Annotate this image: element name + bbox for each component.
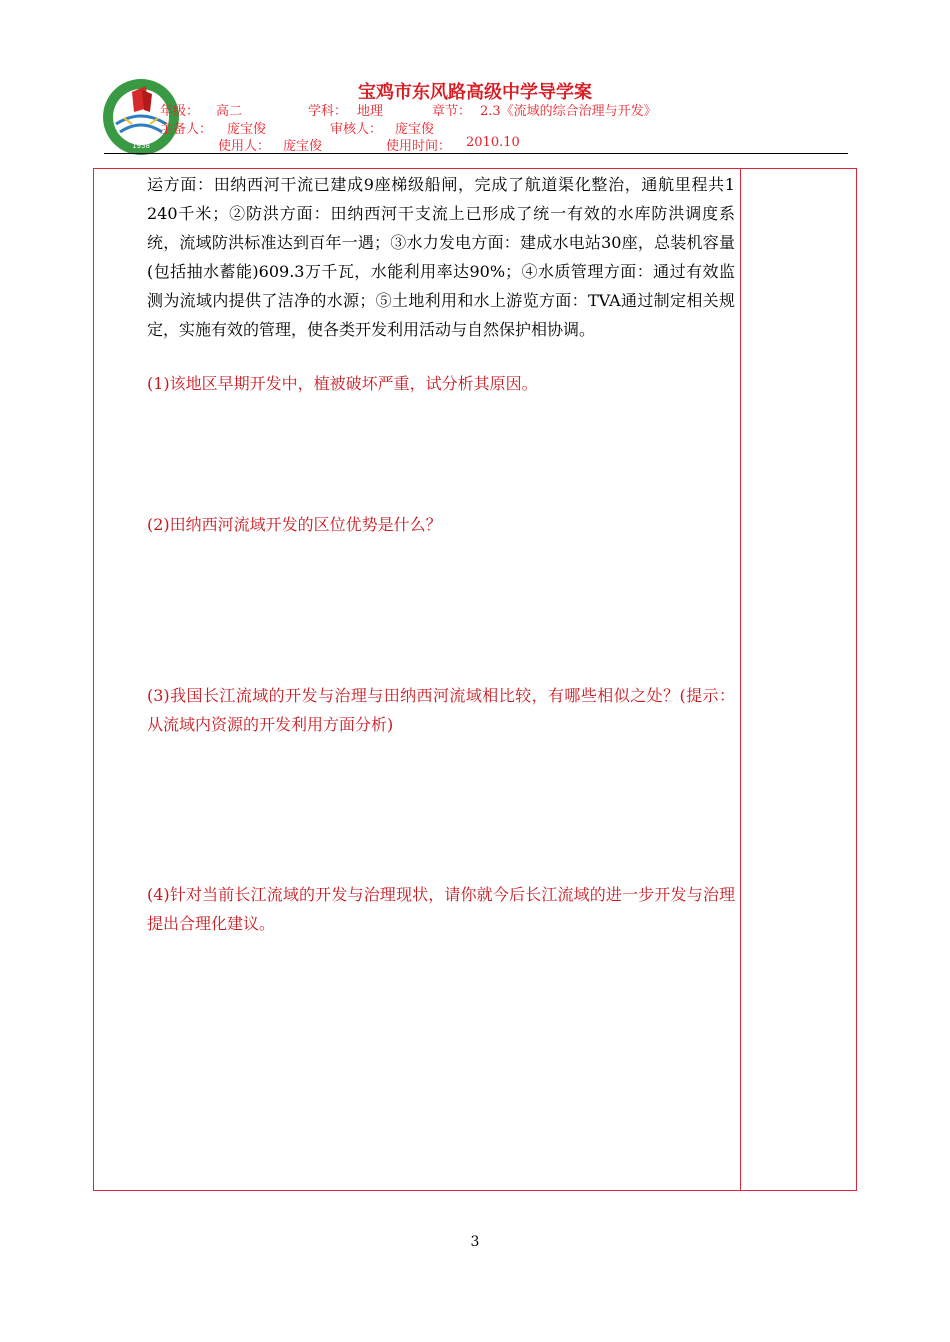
grade-label: 年级： bbox=[160, 104, 200, 119]
editor-label: 主备人： bbox=[160, 122, 213, 137]
chapter-label: 章节： bbox=[432, 104, 472, 119]
question-2: (2)田纳西河流域开发的区位优势是什么？ bbox=[147, 515, 442, 534]
logo-year: 1958 bbox=[132, 142, 150, 150]
question-1: (1)该地区早期开发中，植被破坏严重，试分析其原因。 bbox=[147, 374, 538, 393]
reviewer-value: 庞宝俊 bbox=[395, 122, 435, 137]
page-number: 3 bbox=[470, 1234, 480, 1250]
editor-value: 庞宝俊 bbox=[227, 122, 267, 137]
body-paragraph: 运方面：田纳西河干流已建成9座梯级船闸，完成了航道渠化整治，通航里程共1 240千米；②防洪方面：田纳西河干支流上已形成了统一有效的水库防洪调度系统，流域防洪标准达到百年一遇；③水力发电方面：建成水电站30座，总装机容量(包括抽水蓄能)609.3万千瓦，水能利用率达90%；④水质管理方面：通过有效监测为流域内提供了洁净的水源；⑤土地利用和水上游览方面：TVA通过制定相关规定，实施有效的管理，使各类开发利用活动与自然保护相协调。 bbox=[147, 175, 735, 339]
subject-value: 地理 bbox=[357, 104, 384, 119]
header-rule bbox=[104, 153, 848, 154]
chapter-value: 2.3《流域的综合治理与开发》 bbox=[480, 104, 657, 119]
subject-label: 学科： bbox=[308, 104, 348, 119]
date-label: 使用时间： bbox=[386, 139, 452, 154]
grade-value: 高二 bbox=[216, 104, 243, 119]
reviewer-label: 审核人： bbox=[330, 122, 383, 137]
user-value: 庞宝俊 bbox=[283, 139, 323, 154]
date-value: 2010.10 bbox=[466, 135, 520, 150]
question-3: (3)我国长江流域的开发与治理与田纳西河流域相比较，有哪些相似之处？(提示：从流域内资源的开发利用方面分析) bbox=[147, 686, 735, 734]
table-column-divider bbox=[740, 168, 741, 1191]
question-4: (4)针对当前长江流域的开发与治理现状，请你就今后长江流域的进一步开发与治理提出合理化建议。 bbox=[147, 885, 735, 933]
page-title: 宝鸡市东风路高级中学导学案 bbox=[358, 82, 592, 103]
user-label: 使用人： bbox=[218, 139, 271, 154]
